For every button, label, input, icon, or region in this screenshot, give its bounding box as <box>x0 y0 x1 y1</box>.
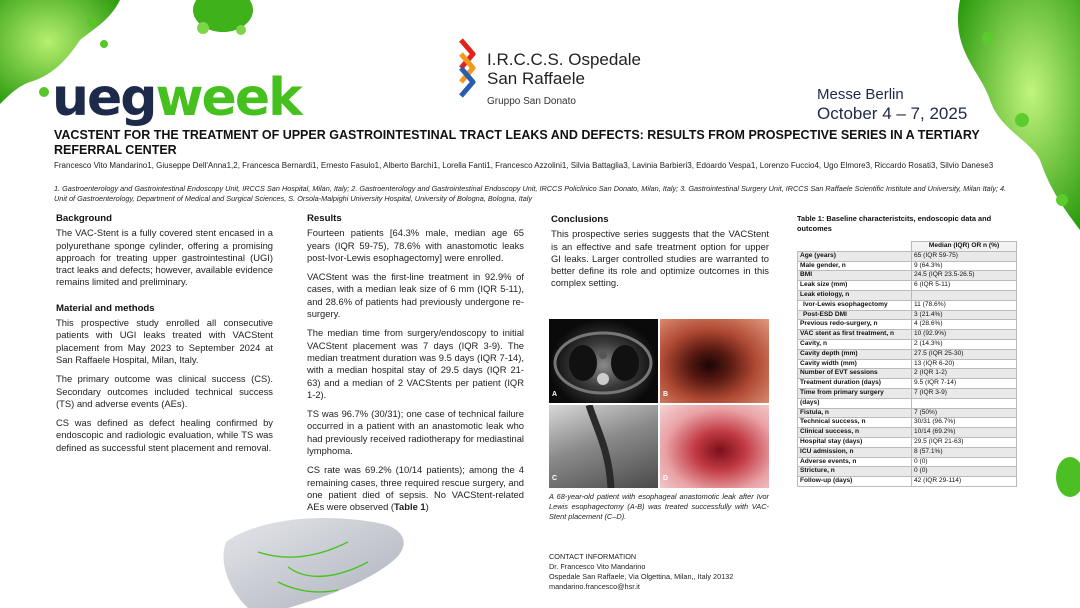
table-body <box>798 251 1017 486</box>
table-cell-label: ICU admission, n <box>798 447 912 457</box>
table-cell-value <box>912 398 1017 408</box>
table-row <box>798 251 1017 261</box>
table-row <box>798 398 1017 408</box>
liver-illustration <box>218 512 413 608</box>
figure-panel-b <box>660 319 769 403</box>
table-cell-label: Hospital stay (days) <box>798 437 912 447</box>
event-venue <box>817 85 967 123</box>
methods-p2: The primary outcome was clinical success (CS). Secondary outcomes included technical success (TS) and adverse events (AEs). <box>56 373 273 409</box>
table-row <box>798 300 1017 310</box>
results-p5 <box>307 464 524 513</box>
table-cell-value: 2 (IQR 1-2) <box>912 369 1017 379</box>
table-cell-label: Cavity, n <box>798 339 912 349</box>
table-cell-label: Post-ESD DMI <box>798 310 912 320</box>
table-header-value: Median (IQR) OR n (%) <box>912 242 1017 252</box>
table-row <box>798 290 1017 300</box>
table-cell-label: Previous redo-surgery, n <box>798 320 912 330</box>
table-cell-value: 7 (50%) <box>912 408 1017 418</box>
table-row <box>798 467 1017 477</box>
table-row <box>798 477 1017 487</box>
baseline-table <box>797 241 1017 487</box>
contact-email: mandarino.francesco@hsr.it <box>549 582 640 592</box>
table-cell-value: 0 (0) <box>912 467 1017 477</box>
results-p5-end: ) <box>425 501 429 513</box>
figure-panel-c <box>549 405 658 488</box>
table-cell-label: Stricture, n <box>798 467 912 477</box>
figure-label-c: C <box>552 475 558 482</box>
table-row <box>798 349 1017 359</box>
results-p3: The median time from surgery/endoscopy to initial VACStent placement was 7 days (IQR 3-9). The median treatment duration was 9.5 days (IQR 7-14), with a median hospital stay of 29.5 days (IQR 21-63) and a median of 2 VACStents per patient (IQR 1-2). <box>307 327 524 400</box>
clinical-figure <box>549 319 769 488</box>
table-cell-label: Male gender, n <box>798 261 912 271</box>
logo-week-text: week <box>155 68 301 128</box>
results-p5-text: CS rate was 69.2% (10/14 patients); among the 4 remaining cases, three required rescue surgery, and one patient died of sepsis. No VACStent-related AEs were observed ( <box>307 464 524 513</box>
background-text: The VAC-Stent is a fully covered stent encased in a polyurethane sponge cylinder, offering a promising approach for treating upper gastrointestinal (UGI) tract leaks and defects; however, available evidence remains limited and preliminary. <box>56 227 273 288</box>
table-cell-value: 7 (IQR 3-9) <box>912 388 1017 398</box>
hospital-mark-icon <box>447 38 481 100</box>
table-row <box>798 359 1017 369</box>
results-p2: VACStent was the first-line treatment in 92.9% of cases, with a median leak size of 6 mm (IQR 5-11), and 28.6% of patients had previously undergone re-surgery. <box>307 271 524 320</box>
table-cell-value: 10 (92.9%) <box>912 330 1017 340</box>
table-row <box>798 320 1017 330</box>
table-cell-value: 6 (IQR 5-11) <box>912 281 1017 291</box>
hospital-name-line2: San Raffaele <box>487 69 585 88</box>
table-cell-value: 9.5 (IQR 7-14) <box>912 379 1017 389</box>
table-row <box>798 379 1017 389</box>
table-cell-label: Leak size (mm) <box>798 281 912 291</box>
table-cell-label: Technical success, n <box>798 418 912 428</box>
figure-label-a: A <box>552 391 558 398</box>
column-background-methods <box>56 213 273 461</box>
ueg-week-logo <box>52 68 301 128</box>
table-cell-label: Age (years) <box>798 251 912 261</box>
table-cell-value <box>912 290 1017 300</box>
table-cell-label: Cavity depth (mm) <box>798 349 912 359</box>
table-row <box>798 339 1017 349</box>
table-row <box>798 281 1017 291</box>
column-results <box>307 213 524 521</box>
table-cell-value: 4 (28.6%) <box>912 320 1017 330</box>
logo-ueg-text: ueg <box>52 68 156 128</box>
table-cell-value: 65 (IQR 59-75) <box>912 251 1017 261</box>
table-row <box>798 418 1017 428</box>
table-cell-value: 0 (0) <box>912 457 1017 467</box>
table-cell-label: VAC stent as first treatment, n <box>798 330 912 340</box>
table-cell-value: 29.5 (IQR 21-63) <box>912 437 1017 447</box>
results-heading: Results <box>307 213 342 224</box>
table-caption: Table 1: Baseline characteristcits, endoscopic data and outcomes <box>797 214 992 233</box>
methods-heading: Material and methods <box>56 302 155 314</box>
contact-heading: CONTACT INFORMATION <box>549 552 637 561</box>
table-row <box>798 369 1017 379</box>
figure-caption: A 68-year-old patient with esophageal anastomotic leak after Ivor Lewis esophagectomy (A-B) was treated successfully with VAC-Stent placement (C–D). <box>549 492 769 521</box>
table-cell-value: 42 (IQR 29-114) <box>912 477 1017 487</box>
table-row <box>798 408 1017 418</box>
contact-info <box>549 552 789 592</box>
table-row <box>798 271 1017 281</box>
results-table-ref: Table 1 <box>394 501 426 513</box>
results-p4: TS was 96.7% (30/31); one case of technical failure occurred in a patient with an anastomotic leak who had previously received radiotherapy for mediastinal lymphoma. <box>307 408 524 457</box>
table-cell-value: 30/31 (96.7%) <box>912 418 1017 428</box>
table-cell-label: (days) <box>798 398 912 408</box>
venue-city: Messe Berlin <box>817 86 904 103</box>
hospital-name <box>487 50 641 88</box>
author-list: Francesco Vito Mandarino1, Giuseppe Dell'Anna1,2, Francesca Bernardi1, Ernesto Fasulo1, Alberto Barchi1, Lorella Fanti1, Francesco Azzolini1, Silvia Battaglia3, Lavinia Barbieri3, Edoardo Vespa1, Lorenzo Fuccio4, Ugo Elmore3, Riccardo Rosati3, Silvio Danese3 <box>54 161 994 170</box>
affiliations: 1. Gastroenterology and Gastrointestinal Endoscopy Unit, IRCCS San Hospital, Milan, Italy; 2. Gastroenterology and Gastrointestinal Endoscopy Unit, IRCCS Policlinico San Donato, Milan, Italy; 3. Gastrointestinal Surgery Unit, IRCCS San Raffaele Scientific Institute and University, Milan Italy; 4. Unit of Gastroenterology, Department of Medical and Surgical Sciences, S. Orsola-Malpighi University Hospital, University of Bologna, Bologna, Italy <box>54 184 1007 203</box>
methods-p1: This prospective study enrolled all consecutive patients with UGI leaks treated with VACStent placement from May 2023 to September 2024 at San Raffaele Hospital, Milan, Italy. <box>56 317 273 365</box>
table-row <box>798 447 1017 457</box>
table-cell-label: Fistula, n <box>798 408 912 418</box>
table-cell-label: BMI <box>798 271 912 281</box>
table-cell-value: 8 (57.1%) <box>912 447 1017 457</box>
table-cell-label: Leak etiology, n <box>798 290 912 300</box>
figure-panel-d <box>660 405 769 488</box>
table-cell-value: 27.5 (IQR 25-30) <box>912 349 1017 359</box>
contact-name: Dr. Francesco Vito Mandarino <box>549 562 646 572</box>
table-cell-value: 3 (21.4%) <box>912 310 1017 320</box>
table-cell-label: Time from primary surgery <box>798 388 912 398</box>
conclusions-heading: Conclusions <box>551 214 609 225</box>
table-cell-value: 11 (78.6%) <box>912 300 1017 310</box>
table-row <box>798 457 1017 467</box>
figure-label-b: B <box>663 391 669 398</box>
virus-decoration-top-center <box>185 0 255 50</box>
contact-address: Ospedale San Raffaele, Via Olgettina, Milan,, Italy 20132 <box>549 572 734 582</box>
table-cell-value: 10/14 (69.2%) <box>912 428 1017 438</box>
table-cell-value: 9 (64.3%) <box>912 261 1017 271</box>
table-row <box>798 330 1017 340</box>
table-row <box>798 428 1017 438</box>
table-row <box>798 388 1017 398</box>
hospital-name-line1: I.R.C.C.S. Ospedale <box>487 50 642 69</box>
figure-panel-a <box>549 319 658 403</box>
table-cell-label: Ivor-Lewis esophagectomy <box>798 300 912 310</box>
hospital-group: Gruppo San Donato <box>487 96 576 107</box>
hospital-logo <box>447 38 667 113</box>
table-cell-label: Clinical success, n <box>798 428 912 438</box>
poster-title: VACSTENT FOR THE TREATMENT OF UPPER GASTROINTESTINAL TRACT LEAKS AND DEFECTS: RESULTS FROM PROSPECTIVE SERIES IN A TERTIARY REFERRAL CENTER <box>54 128 980 157</box>
table-header-empty <box>798 242 912 252</box>
xray-stent-image <box>549 405 658 488</box>
table-cell-value: 2 (14.3%) <box>912 339 1017 349</box>
table-cell-value: 13 (IQR 6-20) <box>912 359 1017 369</box>
results-p1: Fourteen patients [64.3% male, median age 65 years (IQR 59-75), 78.6% with anastomotic leaks post-Ivor-Lewis esophagectomy] were enrolled. <box>307 227 524 263</box>
virus-decoration-right-small <box>1048 452 1080 502</box>
table-row <box>798 310 1017 320</box>
background-heading: Background <box>56 213 112 224</box>
table-row <box>798 437 1017 447</box>
venue-dates: October 4 – 7, 2025 <box>817 104 968 123</box>
figure-label-d: D <box>663 475 669 482</box>
methods-p3: CS was defined as defect healing confirmed by endoscopic and radiologic evaluation, while TS was defined as successful stent placement and removal. <box>56 417 273 453</box>
table-cell-label: Number of EVT sessions <box>798 369 912 379</box>
table-cell-label: Follow-up (days) <box>798 477 912 487</box>
column-conclusions <box>551 214 769 297</box>
conclusions-text: This prospective series suggests that the VACStent is an effective and safe treatment option for upper GI leaks. Larger controlled studies are warranted to better define its role and optimize outcomes in this complex setting. <box>551 228 769 289</box>
table-row <box>798 261 1017 271</box>
ct-scan-image <box>549 319 658 403</box>
table-cell-value: 24.5 (IQR 23.5-26.5) <box>912 271 1017 281</box>
table-header-row <box>798 242 1017 252</box>
table-cell-label: Cavity width (mm) <box>798 359 912 369</box>
table-cell-label: Adverse events, n <box>798 457 912 467</box>
table-cell-label: Treatment duration (days) <box>798 379 912 389</box>
